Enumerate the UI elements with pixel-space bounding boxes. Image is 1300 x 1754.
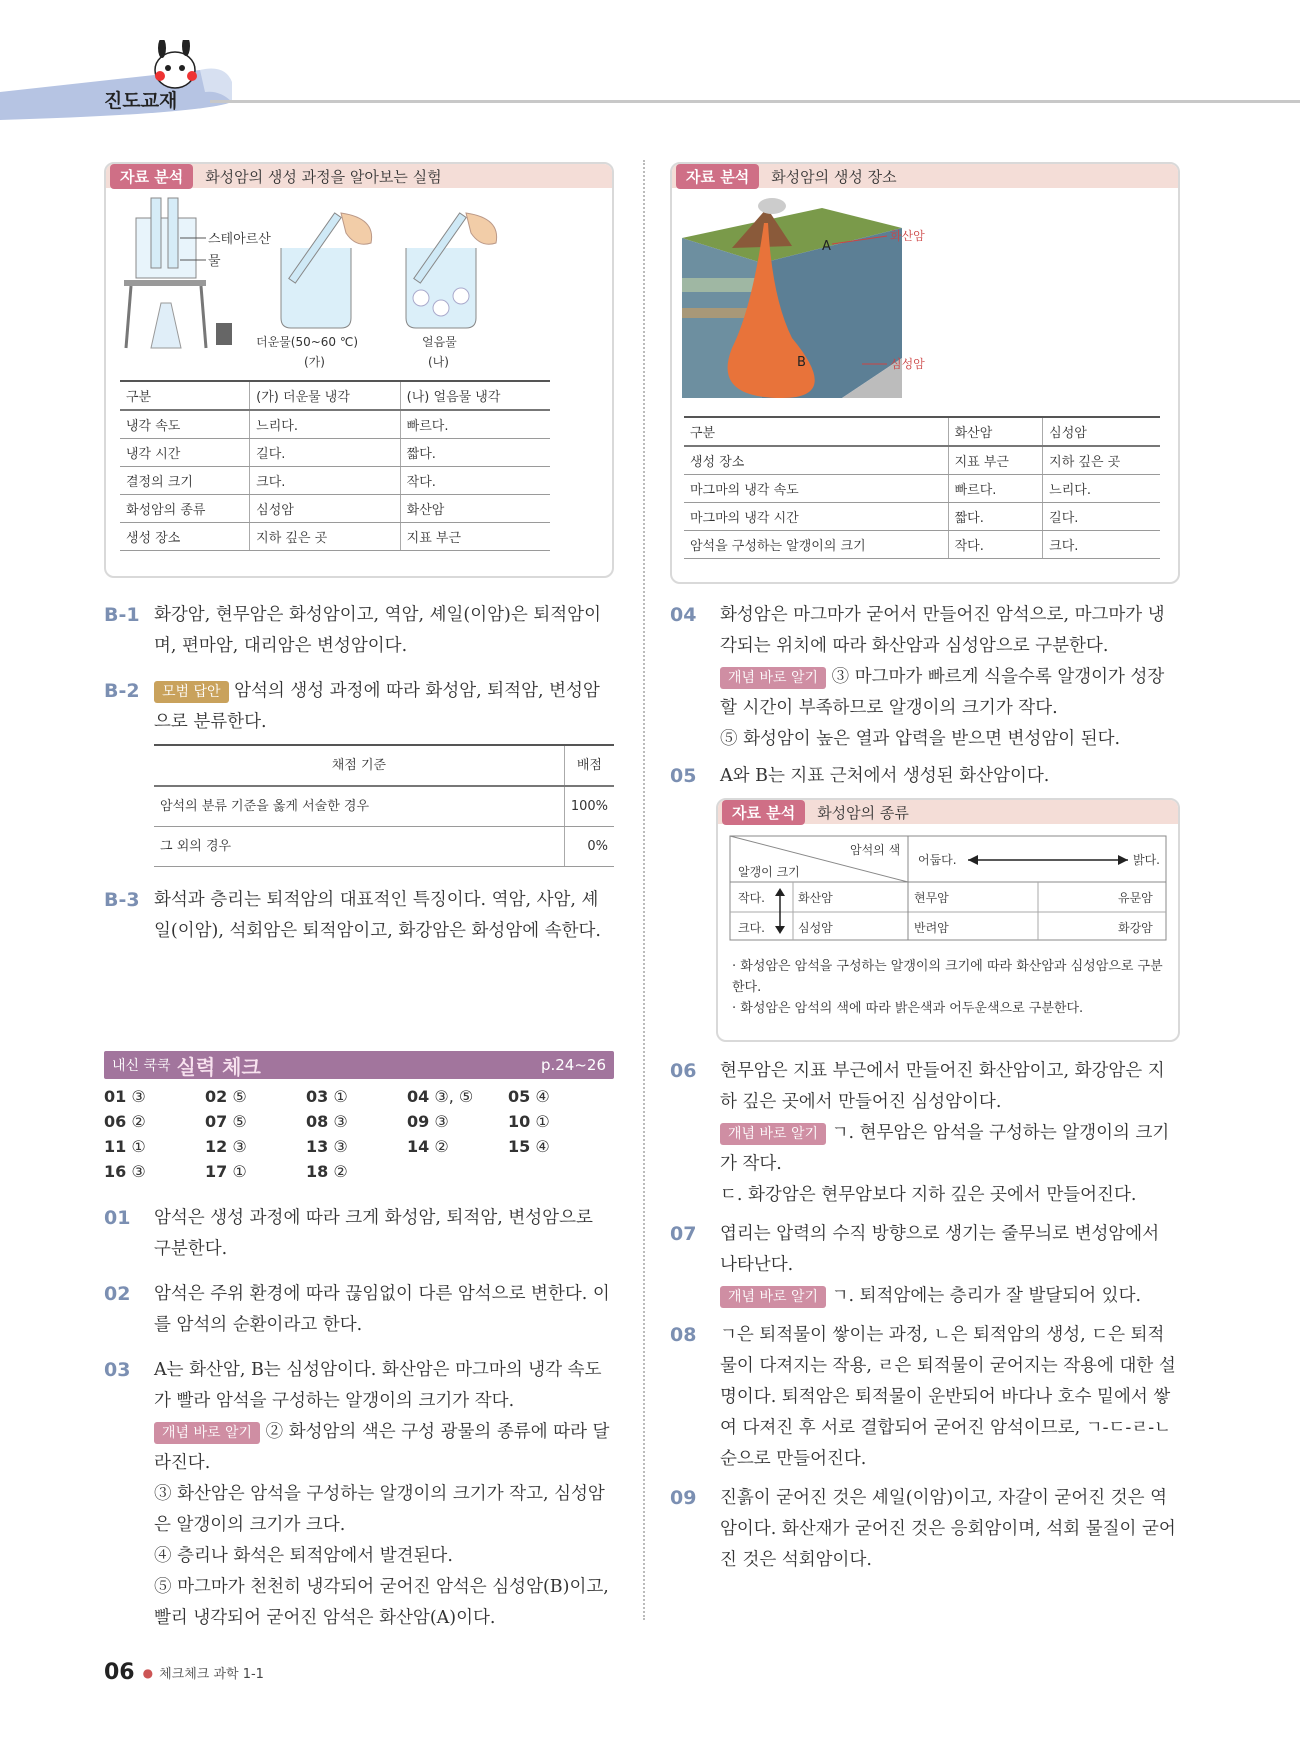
cross-section-illustration: [672, 188, 1178, 408]
box-tag: 자료 분석: [676, 164, 759, 189]
answer-item: 13 ③: [306, 1137, 348, 1156]
item-text: 암석은 주위 환경에 따라 끊임없이 다른 암석으로 변한다. 이를 암석의 순환이라고 한다.: [154, 1284, 610, 1335]
answer-item: 08 ③: [306, 1112, 348, 1131]
item-text: 암석의 생성 과정에 따라 화성암, 퇴적암, 변성암으로 분류한다.: [154, 681, 600, 732]
check-small-title: 내신 쿡쿡: [112, 1058, 171, 1074]
item-number: 05: [670, 765, 697, 787]
table-row: 생성 장소 지표 부근 지하 깊은 곳: [684, 446, 1160, 475]
header-rule: [210, 100, 1300, 103]
ice-water-beaker-icon: [406, 213, 497, 328]
item-number: 01: [104, 1207, 131, 1229]
explanation-b1: [104, 600, 614, 662]
table-header: 구분: [120, 381, 250, 410]
table-row: 마그마의 냉각 속도 빠르다. 느리다.: [684, 475, 1160, 503]
answer-item: 05 ④: [508, 1087, 550, 1106]
answer-item: 04 ③, ⑤: [407, 1087, 474, 1106]
correction-3: ③ 화산암은 암석을 구성하는 알갱이의 크기가 작고, 심성암은 알갱이의 크기가 크다.: [154, 1484, 605, 1535]
page-number: 06: [104, 1660, 135, 1685]
item-number: B-2: [104, 680, 140, 702]
explanation-09: [670, 1483, 1180, 1576]
item-number: 03: [104, 1359, 131, 1381]
answer-item: 10 ①: [508, 1112, 550, 1131]
light-label: 밝다.: [1133, 853, 1160, 867]
answer-item: 06 ②: [104, 1112, 146, 1131]
item-number: 09: [670, 1487, 697, 1509]
item-number: 07: [670, 1223, 697, 1245]
box-title: 화성암의 생성 장소: [771, 167, 897, 186]
answer-item: 11 ①: [104, 1137, 146, 1156]
answer-item: 15 ④: [508, 1137, 550, 1156]
concept-badge: 개념 바로 알기: [720, 667, 826, 689]
page-footer: [104, 1660, 264, 1685]
explanation-01: [104, 1203, 614, 1265]
table-row: 그 외의 경우 0%: [154, 827, 614, 867]
analysis-box-experiment: [104, 162, 614, 578]
concept-badge: 개념 바로 알기: [720, 1123, 826, 1145]
label-stearic: 스테아르산: [208, 232, 271, 247]
item-number: 08: [670, 1324, 697, 1346]
explanation-b3: [104, 885, 614, 947]
table-row: 결정의 크기 크다. 작다.: [120, 467, 550, 495]
answer-item: 12 ③: [205, 1137, 247, 1156]
cell-gabbro: 반려암: [914, 921, 949, 935]
item-number: 06: [670, 1060, 697, 1082]
label-ice-water: 얼음물: [422, 335, 457, 349]
diag-bottom-label: 알갱이 크기: [738, 865, 800, 879]
box-tag: 자료 분석: [722, 800, 805, 825]
correction-2: ② 화성암의 색은 구성 광물의 종류에 따라 달라진다.: [154, 1422, 610, 1473]
label-hot-water: 더운물(50~60 ℃): [256, 335, 359, 349]
small-label: 작다.: [738, 891, 765, 905]
diag-top-label: 암석의 색: [850, 843, 901, 857]
explanation-b2: [104, 676, 614, 867]
correction-1: ㄱ. 현무암은 암석을 구성하는 알갱이의 크기가 작다.: [720, 1123, 1170, 1174]
item-text: 화석과 층리는 퇴적암의 대표적인 특징이다. 역암, 사암, 셰일(이암), 석회암은 퇴적암이고, 화강암은 화성암에 속한다.: [154, 890, 601, 941]
label-na: (나): [428, 355, 449, 368]
rock-type-grid: [718, 834, 1178, 946]
label-volcanic: 화산암: [890, 229, 925, 243]
correction-3: ③ 마그마가 빠르게 식을수록 알갱이가 성장할 시간이 부족하므로 알갱이의 크기가 작다.: [720, 667, 1165, 718]
check-pages: p.24~26: [540, 1056, 606, 1074]
item-number: 04: [670, 604, 697, 626]
item-text: 엽리는 압력의 수직 방향으로 생기는 줄무늬로 변성암에서 나타난다.: [720, 1224, 1160, 1275]
explanation-02: [104, 1279, 614, 1341]
box-title: 화성암의 생성 과정을 알아보는 실험: [205, 167, 442, 186]
answer-item: 03 ①: [306, 1087, 348, 1106]
item-number: B-1: [104, 604, 140, 626]
note-item: · 화성암은 암석을 구성하는 알갱이의 크기에 따라 화산암과 심성암으로 구분한다.: [732, 959, 1163, 995]
concept-badge: 개념 바로 알기: [720, 1286, 826, 1308]
correction-4: ④ 층리나 화석은 퇴적암에서 발견된다.: [154, 1546, 453, 1566]
check-big-title: 실력 체크: [176, 1054, 261, 1079]
cell-plutonic: 심성암: [798, 921, 833, 935]
table-header: (나) 얼음물 냉각: [400, 381, 550, 410]
correction-1: ㄱ. 퇴적암에는 층리가 잘 발달되어 있다.: [831, 1286, 1142, 1306]
label-ga: (가): [304, 355, 325, 368]
cell-basalt: 현무암: [914, 891, 949, 905]
beaker-heating-icon: [124, 198, 232, 348]
book-title: 체크체크 과학 1-1: [159, 1667, 264, 1682]
right-column-lower: [670, 600, 1180, 1576]
explanation-06: [670, 1056, 1180, 1211]
table-header: 구분: [684, 417, 948, 446]
item-text: 화성암은 마그마가 굳어서 만들어진 암석으로, 마그마가 냉각되는 위치에 따라 화산암과 심성암으로 구분한다.: [720, 605, 1165, 656]
label-water: 물: [208, 254, 221, 269]
experiment-table: [120, 380, 550, 551]
answer-item: 01 ③: [104, 1087, 146, 1106]
hot-water-beaker-icon: [281, 213, 372, 328]
table-header: (가) 더운물 냉각: [250, 381, 401, 410]
correction-5: ⑤ 마그마가 천천히 냉각되어 굳어진 암석은 심성암(B)이고, 빨리 냉각되어 굳어진 암석은 화산암(A)이다.: [154, 1577, 609, 1628]
cell-rhyolite: 유문암: [1118, 891, 1153, 905]
analysis-box-location: [670, 162, 1180, 584]
section-label: 진도교재: [104, 90, 178, 112]
table-row: 생성 장소 지하 깊은 곳 지표 부근: [120, 523, 550, 551]
skill-check-panel: [104, 1051, 614, 1181]
location-table: [684, 416, 1160, 559]
left-column: [104, 162, 614, 1634]
answer-item: 14 ②: [407, 1137, 449, 1156]
item-text: 암석은 생성 과정에 따라 크게 화성암, 퇴적암, 변성암으로 구분한다.: [154, 1208, 593, 1259]
explanation-08: [670, 1320, 1180, 1475]
answer-item: 17 ①: [205, 1162, 247, 1181]
answer-item: 02 ⑤: [205, 1087, 247, 1106]
table-row: 화성암의 종류 심성암 화산암: [120, 495, 550, 523]
concept-badge: 개념 바로 알기: [154, 1422, 260, 1444]
label-b: B: [797, 355, 806, 370]
explanation-05: [670, 761, 1180, 792]
answer-item: 07 ⑤: [205, 1112, 247, 1131]
mascot-icon: [155, 40, 197, 88]
item-text: A와 B는 지표 근처에서 생성된 화산암이다.: [720, 766, 1050, 786]
bullet-icon: ●: [142, 1665, 154, 1680]
table-row: 냉각 시간 길다. 짧다.: [120, 439, 550, 467]
label-plutonic: 심성암: [890, 357, 925, 371]
item-text: 현무암은 지표 부근에서 만들어진 화산암이고, 화강암은 지하 깊은 곳에서 만들어진 심성암이다.: [720, 1061, 1165, 1112]
answer-grid: [104, 1087, 614, 1181]
experiment-illustration: [106, 188, 612, 368]
answer-item: 18 ②: [306, 1162, 348, 1181]
dark-label: 어둡다.: [918, 853, 957, 867]
right-column: [670, 162, 1180, 584]
label-a: A: [822, 239, 831, 254]
answer-item: 16 ③: [104, 1162, 146, 1181]
cell-volcanic: 화산암: [798, 891, 833, 905]
note-item: · 화성암은 암석의 색에 따라 밝은색과 어두운색으로 구분한다.: [732, 1001, 1084, 1016]
box-title: 화성암의 종류: [817, 803, 909, 822]
table-header: 심성암: [1043, 417, 1160, 446]
scoring-table: 채점 기준 배점 암석의 분류 기준을 옳게 서술한 경우 100% 그 외의 경우 0%: [154, 744, 614, 867]
item-number: 02: [104, 1283, 131, 1305]
volcano-cross-section-icon: [682, 198, 902, 398]
correction-2: ㄷ. 화강암은 현무암보다 지하 깊은 곳에서 만들어진다.: [720, 1185, 1137, 1205]
table-row: 암석의 분류 기준을 옳게 서술한 경우 100%: [154, 786, 614, 827]
explanation-04: [670, 600, 1180, 755]
item-text: ㄱ은 퇴적물이 쌓이는 과정, ㄴ은 퇴적암의 생성, ㄷ은 퇴적물이 다져지는 작용, ㄹ은 퇴적물이 굳어지는 작용에 대한 설명이다. 퇴적암은 퇴적물이 운반되어 바다나 호수 밑에서 쌓여 다져진 후 서로 결합되어 굳어진 암석이므로, ㄱ-ㄷ-ㄹ-ㄴ 순으로 만들어진다.: [720, 1325, 1176, 1469]
item-number: B-3: [104, 889, 140, 911]
column-divider: [643, 160, 645, 1620]
correction-5: ⑤ 화성암이 높은 열과 압력을 받으면 변성암이 된다.: [720, 729, 1121, 749]
cell-granite: 화강암: [1118, 921, 1153, 935]
table-row: 마그마의 냉각 시간 짧다. 길다.: [684, 503, 1160, 531]
item-text: 진흙이 굳어진 것은 셰일(이암)이고, 자갈이 굳어진 것은 역암이다. 화산재가 굳어진 것은 응회암이며, 석회 물질이 굳어진 것은 석회암이다.: [720, 1488, 1176, 1570]
explanation-07: [670, 1219, 1180, 1312]
model-answer-badge: 모범 답안: [154, 681, 229, 703]
item-text: 화강암, 현무암은 화성암이고, 역암, 셰일(이암)은 퇴적암이며, 편마암, 대리암은 변성암이다.: [154, 605, 601, 656]
analysis-box-types: [716, 798, 1180, 1042]
table-row: 암석을 구성하는 알갱이의 크기 작다. 크다.: [684, 531, 1160, 559]
item-text: A는 화산암, B는 심성암이다. 화산암은 마그마의 냉각 속도가 빨라 암석을 구성하는 알갱이의 크기가 작다.: [154, 1360, 602, 1411]
answer-item: 09 ③: [407, 1112, 449, 1131]
table-header: 화산암: [948, 417, 1043, 446]
explanation-03: [104, 1355, 614, 1634]
box-tag: 자료 분석: [110, 164, 193, 189]
table-row: 냉각 속도 느리다. 빠르다.: [120, 410, 550, 439]
large-label: 크다.: [738, 921, 765, 935]
